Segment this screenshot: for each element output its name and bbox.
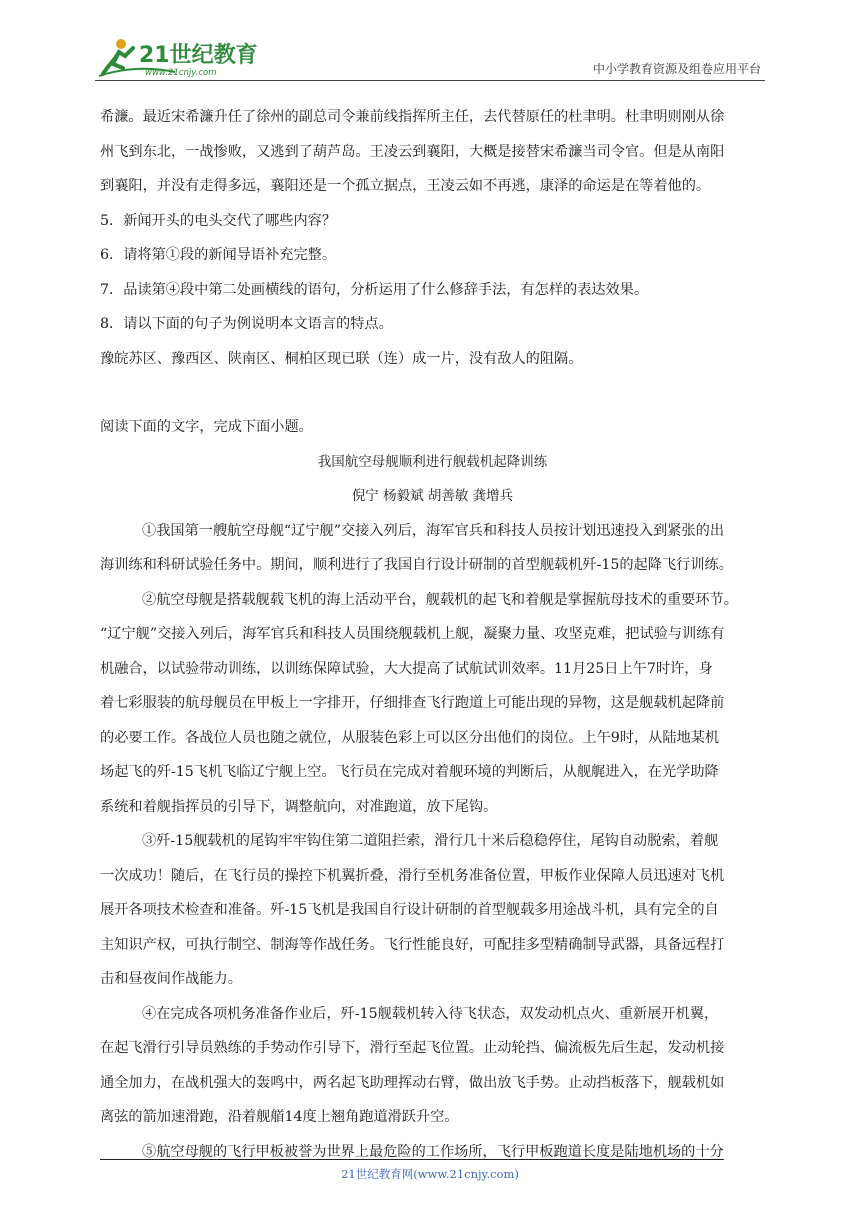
- text-line: 到襄阳，并没有走得多远，襄阳还是一个孤立据点，王凌云如不再逃，康泽的命运是在等着他的。: [100, 178, 711, 194]
- paragraph-line: 展开各项技术检查和准备。歼-15飞机是我国自行设计研制的首型舰载多用途战斗机，具有完全的自: [100, 902, 719, 918]
- paragraph-line: 着七彩服装的航母舰员在甲板上一字排开，仔细排查飞行跑道上可能出现的异物，这是舰载机起降前: [100, 695, 725, 711]
- document-body: [100, 100, 765, 1169]
- paragraph-line: [100, 1135, 765, 1170]
- paragraph-line: 海训练和科研试验任务中。期间，顺利进行了我国自行设计研制的首型舰载机歼-15的起降飞行训练。: [100, 557, 733, 573]
- text-line: 希濂。最近宋希濂升任了徐州的副总司令兼前线指挥所主任，去代替原任的杜聿明。杜聿明则刚从徐: [100, 109, 725, 125]
- article-title: 我国航空母舰顺利进行舰载机起降训练: [317, 453, 548, 470]
- paragraph-line: ④在完成各项机务准备作业后，歼-15舰载机转入待飞状态，双发动机点火、重新展开机翼，: [142, 1005, 719, 1022]
- question-6: 6．请将第①段的新闻导语补充完整。: [100, 247, 337, 263]
- spacer: [100, 376, 765, 410]
- footer-divider: [100, 1159, 710, 1160]
- example-sentence: 豫皖苏区、豫西区、陕南区、桐柏区现已联（连）成一片，没有敌人的阻隔。: [100, 350, 583, 367]
- question-5: 5．新闻开头的电头交代了哪些内容？: [100, 212, 337, 229]
- paragraph-line: 击和昼夜间作战能力。: [100, 971, 242, 987]
- question-7: 7．品读第④段中第二处画横线的语句，分析运用了什么修辞手法，有怎样的表达效果。: [100, 281, 649, 298]
- logo-url: www.21cnjy.com: [145, 68, 217, 78]
- question-8: 8．请以下面的句子为例说明本文语言的特点。: [100, 316, 393, 332]
- underlined-sentence: 飞行甲板跑道长度是陆地机场的十分: [496, 1143, 724, 1160]
- header-divider: [95, 80, 765, 81]
- paragraph-line: ①我国第一艘航空母舰“辽宁舰”交接入列后，海军官兵和科技人员按计划迅速投入到紧张的出: [142, 522, 725, 539]
- text-line: 州飞到东北，一战惨败，又逃到了葫芦岛。王凌云到襄阳，大概是接替宋希濂当司令官。但是从南阳: [100, 143, 725, 160]
- logo-21cnjy: [95, 34, 265, 78]
- paragraph-line: 在起飞滑行引导员熟练的手势动作引导下，滑行至起飞位置。止动轮挡、偏流板先后生起，发动机接: [100, 1040, 725, 1056]
- paragraph-line: ③歼-15舰载机的尾钩牢牢钩住第二道阻拦索，滑行几十米后稳稳停住，尾钩自动脱索，着舰: [142, 833, 719, 849]
- paragraph-line: “辽宁舰”交接入列后，海军官兵和科技人员围绕舰载机上舰，凝聚力量、攻坚克难，把试验与训练有: [100, 626, 725, 642]
- paragraph-line: ②航空母舰是搭载舰载飞机的海上活动平台，舰载机的起飞和着舰是掌握航母技术的重要环节。: [142, 591, 738, 608]
- article-authors: 倪宁 杨毅斌 胡善敏 龚增兵: [351, 488, 514, 504]
- paragraph-line: 的必要工作。各战位人员也随之就位，从服装色彩上可以区分出他们的岗位。上午9时，从陆地某机: [100, 729, 720, 746]
- paragraph-line: 机融合，以试验带动训练，以训练保障试验，大大提高了试航试训效率。11月25日上午7时许，身: [100, 660, 713, 677]
- text-plain: ⑤航空母舰的飞行甲板被誉为世界上最危险的工作场所，: [142, 1143, 497, 1160]
- paragraph-line: 通全加力，在战机强大的轰鸣中，两名起飞助理挥动右臂，做出放飞手势。止动挡板落下，舰载机如: [100, 1074, 725, 1091]
- footer-link[interactable]: 21世纪教育网(www.21cnjy.com): [341, 1167, 519, 1181]
- page-header: [95, 28, 765, 78]
- logo-text: 21世纪教育: [139, 43, 258, 68]
- paragraph-line: 场起飞的歼-15飞机飞临辽宁舰上空。飞行员在完成对着舰环境的判断后，从舰艉进入，在光学助降: [100, 764, 719, 780]
- paragraph-line: 一次成功！随后，在飞行员的操控下机翼折叠，滑行至机务准备位置，甲板作业保障人员迅速对飞机: [100, 867, 725, 884]
- paragraph-line: 主知识产权，可执行制空、制海等作战任务。飞行性能良好，可配挂多型精确制导武器，具备远程打: [100, 936, 725, 953]
- paragraph-line: 离弦的箭加速滑跑，沿着舰艏14度上翘角跑道滑跃升空。: [100, 1109, 459, 1125]
- reading-instruction: 阅读下面的文字，完成下面小题。: [100, 419, 313, 435]
- paragraph-line: 系统和着舰指挥员的引导下，调整航向，对准跑道，放下尾钩。: [100, 798, 498, 815]
- header-slogan: 中小学教育资源及组卷应用平台: [592, 62, 761, 76]
